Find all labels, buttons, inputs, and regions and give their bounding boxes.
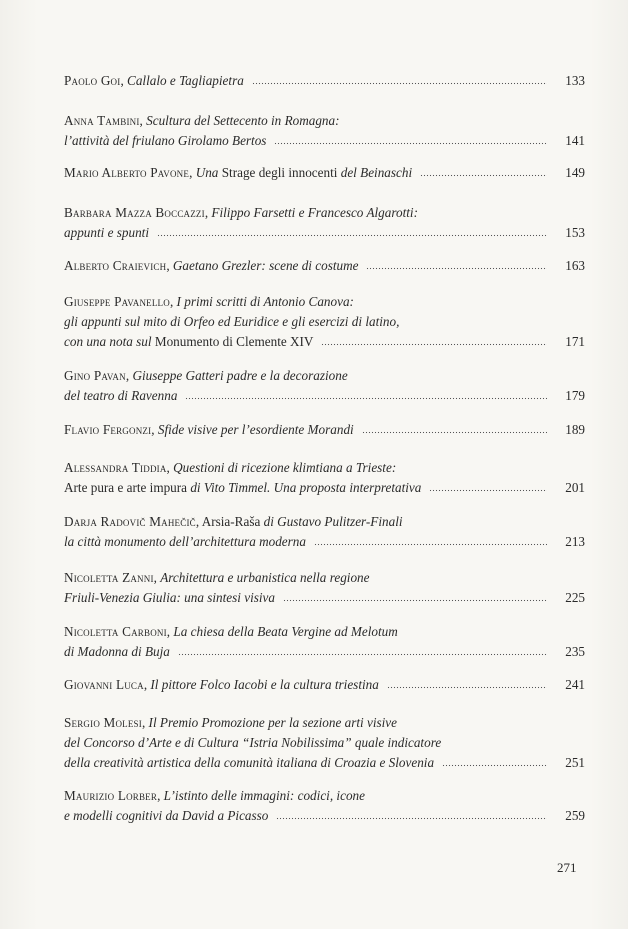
toc-entry-text: [64, 622, 398, 642]
toc-entry-text: [64, 256, 358, 276]
text-run: ,: [141, 715, 149, 730]
toc-entry: [64, 366, 585, 406]
toc-entry-text: [64, 806, 268, 826]
title-italic: di Madonna di Buja: [64, 644, 170, 659]
toc-entry: [64, 203, 585, 243]
author-name: Darja Radovič Mahečič: [64, 514, 196, 529]
dot-leader: [420, 174, 547, 178]
toc-entry-line: [64, 256, 585, 276]
text-run: ,: [120, 73, 128, 88]
toc-page-number: 179: [565, 388, 585, 403]
toc-page-number: 149: [565, 165, 585, 180]
toc-entry-line: [64, 753, 585, 773]
toc-entry-line: [64, 532, 585, 552]
dot-leader: [274, 142, 547, 146]
title-italic: L’istinto delle immagini: codici, icone: [163, 788, 365, 803]
dot-leader: [185, 397, 547, 401]
toc-entry-text: [64, 71, 244, 91]
toc-entry-text: [64, 163, 412, 183]
toc-entry-line: [64, 420, 585, 440]
author-name: Maurizio Lorber: [64, 788, 158, 803]
title-italic: Architettura e urbanistica nella regione: [160, 570, 370, 585]
text-run: Arte pura e arte impura: [64, 480, 191, 495]
toc-entry-text: [64, 332, 313, 352]
author-name: Alessandra Tiddia: [64, 460, 167, 475]
title-italic: Friuli-Venezia Giulia: una sintesi visiva: [64, 590, 275, 605]
title-italic: del Concorso d’Arte e di Cultura “Istria Nobilissima” quale indicatore: [64, 735, 442, 750]
toc-entry-line: [64, 131, 585, 151]
toc-entry-line: [64, 478, 585, 498]
title-italic: di Vito Timmel. Una proposta interpretativa: [190, 480, 422, 495]
dot-leader: [178, 653, 547, 657]
dot-leader: [442, 764, 547, 768]
toc-entry-text: [64, 532, 306, 552]
title-italic: con una nota sul: [64, 334, 152, 349]
toc-entry-line: [64, 568, 585, 588]
toc-page-number: 133: [565, 73, 585, 88]
text-run: ,: [157, 788, 164, 803]
text-run: ,: [151, 422, 158, 437]
toc-entry-line: [64, 203, 585, 223]
title-italic: Gaetano Grezler: scene di costume: [172, 258, 359, 273]
toc-entry-line: [64, 622, 585, 642]
author-name: Anna Tambini: [64, 113, 140, 128]
toc-entry: [64, 292, 585, 352]
text-run: , Arsia-Raša: [195, 514, 264, 529]
dot-leader: [314, 543, 547, 547]
author-name: Nicoletta Carboni: [64, 624, 167, 639]
toc-entry: [64, 111, 585, 151]
author-name: Sergio Molesi: [64, 715, 142, 730]
toc-page-number: 235: [565, 644, 585, 659]
title-italic: del teatro di Ravenna: [64, 388, 178, 403]
toc-page-number: 213: [565, 534, 585, 549]
toc-entry: [64, 163, 585, 183]
author-name: Gino Pavan: [64, 368, 126, 383]
toc-entry-text: [64, 753, 434, 773]
toc-entry-text: [64, 312, 399, 332]
toc-entry: [64, 458, 585, 498]
dot-leader: [321, 343, 547, 347]
author-name: Mario Alberto Pavone: [64, 165, 190, 180]
toc-page-number: 225: [565, 590, 585, 605]
title-italic: e modelli cognitivi da David a Picasso: [64, 808, 269, 823]
author-name: Alberto Craievich: [64, 258, 167, 273]
toc-entry-text: [64, 568, 370, 588]
toc-entry-text: [64, 642, 170, 662]
toc-page-number: 251: [565, 755, 585, 770]
toc-entry-line: [64, 312, 585, 332]
toc-entry: [64, 568, 585, 608]
text-run: ,: [204, 205, 212, 220]
toc-entry-text: [64, 512, 403, 532]
text-run: ,: [143, 677, 151, 692]
toc-entry: [64, 420, 585, 440]
dot-leader: [362, 431, 547, 435]
toc-entry-text: [64, 478, 421, 498]
toc-entry: [64, 71, 585, 91]
toc-entry-text: [64, 111, 340, 131]
toc-entry-line: [64, 386, 585, 406]
title-italic: Questioni di ricezione klimtiana a Trieste:: [173, 460, 397, 475]
toc-entry-line: [64, 223, 585, 243]
toc-page-number: 153: [565, 225, 585, 240]
toc-page-number: 141: [565, 133, 585, 148]
toc-entry-line: [64, 366, 585, 386]
dot-leader: [283, 599, 547, 603]
toc-entry-line: [64, 786, 585, 806]
toc-entry-line: [64, 71, 585, 91]
toc-entry: [64, 512, 585, 552]
text-run: ,: [166, 460, 174, 475]
author-name: Giuseppe Pavanello: [64, 294, 170, 309]
text-run: Monumento di Clemente XIV: [151, 334, 314, 349]
toc-page-number: 171: [565, 334, 585, 349]
toc-entry-text: [64, 366, 348, 386]
text-run: Strage degli innocenti: [218, 165, 341, 180]
toc-entry-line: [64, 806, 585, 826]
dot-leader: [157, 234, 547, 238]
toc-entry-text: [64, 786, 365, 806]
toc-entry-line: [64, 292, 585, 312]
toc-page-number: 163: [565, 258, 585, 273]
title-italic: Il Premio Promozione per la sezione arti visive: [148, 715, 397, 730]
title-italic: I primi scritti di Antonio Canova:: [176, 294, 354, 309]
toc-entry-text: [64, 588, 275, 608]
toc-entry-line: [64, 588, 585, 608]
toc-entry-line: [64, 458, 585, 478]
text-run: ,: [169, 294, 177, 309]
title-italic: Filippo Farsetti e Francesco Algarotti:: [211, 205, 418, 220]
toc-entry: [64, 786, 585, 826]
toc-entry-text: [64, 203, 418, 223]
text-run: ,: [125, 368, 133, 383]
toc-entry-text: [64, 420, 354, 440]
text-run: ,: [189, 165, 196, 180]
toc-entry-text: [64, 733, 441, 753]
text-run: ,: [166, 624, 174, 639]
toc-entry-line: [64, 642, 585, 662]
dot-leader: [366, 267, 547, 271]
title-italic: La chiesa della Beata Vergine ad Melotum: [173, 624, 398, 639]
title-italic: Sfide visive per l’esordiente Morandi: [157, 422, 354, 437]
toc-entry-text: [64, 458, 396, 478]
title-italic: Scultura del Settecento in Romagna:: [146, 113, 340, 128]
toc-entry-text: [64, 675, 379, 695]
title-italic: appunti e spunti: [64, 225, 149, 240]
dot-leader: [387, 686, 547, 690]
title-italic: del Beinaschi: [340, 165, 413, 180]
toc-entry-line: [64, 713, 585, 733]
toc-entry-line: [64, 163, 585, 183]
text-run: ,: [166, 258, 173, 273]
text-run: ,: [153, 570, 161, 585]
toc-entry-line: [64, 733, 585, 753]
toc-entry: [64, 713, 585, 773]
text-run: ,: [139, 113, 147, 128]
author-name: Flavio Fergonzi: [64, 422, 152, 437]
author-name: Nicoletta Zanni: [64, 570, 154, 585]
toc-entry: [64, 256, 585, 276]
toc-entry-text: [64, 131, 266, 151]
toc-page-number: 241: [565, 677, 585, 692]
toc-entry-line: [64, 675, 585, 695]
toc-entry-text: [64, 223, 149, 243]
toc-entry-line: [64, 111, 585, 131]
title-italic: Callalo e Tagliapietra: [127, 73, 244, 88]
page-number-footer: 271: [557, 860, 577, 875]
title-italic: Giuseppe Gatteri padre e la decorazione: [132, 368, 348, 383]
toc-page-number: 259: [565, 808, 585, 823]
author-name: Paolo Goi: [64, 73, 121, 88]
title-italic: Una: [195, 165, 219, 180]
toc-entry-line: [64, 512, 585, 532]
title-italic: la città monumento dell’architettura moderna: [64, 534, 306, 549]
dot-leader: [276, 817, 547, 821]
title-italic: l’attività del friulano Girolamo Bertos: [64, 133, 267, 148]
title-italic: Il pittore Folco Iacobi e la cultura triestina: [150, 677, 379, 692]
author-name: Barbara Mazza Boccazzi: [64, 205, 205, 220]
dot-leader: [252, 82, 547, 86]
dot-leader: [429, 489, 547, 493]
toc-entry: [64, 675, 585, 695]
toc-entry: [64, 622, 585, 662]
title-italic: di Gustavo Pulitzer-Finali: [263, 514, 403, 529]
toc-entry-text: [64, 386, 177, 406]
title-italic: gli appunti sul mito di Orfeo ed Euridice e gli esercizi di latino,: [64, 314, 400, 329]
toc-entry-text: [64, 713, 397, 733]
toc-page-number: 201: [565, 480, 585, 495]
toc-entry-text: [64, 292, 354, 312]
author-name: Giovanni Luca: [64, 677, 144, 692]
title-italic: della creatività artistica della comunità italiana di Croazia e Slovenia: [64, 755, 435, 770]
toc-page-number: 189: [565, 422, 585, 437]
toc-entry-line: [64, 332, 585, 352]
